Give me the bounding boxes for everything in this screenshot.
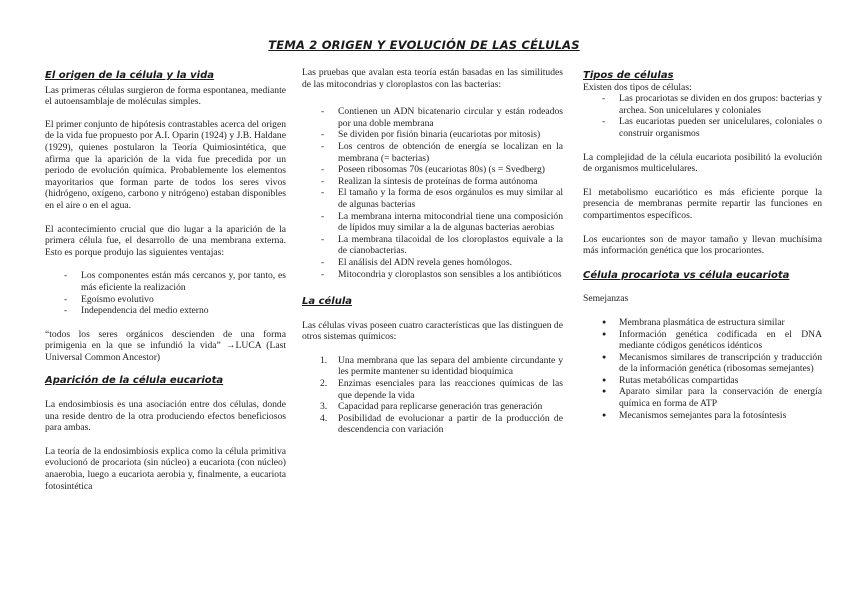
tipos-list [619,93,822,139]
list-item: - Las procariotas se dividen en dos grupos: bacterias y archea. Son unicelulares y coloniales [619,93,822,116]
list-item: - Poseen ribosomas 70s (eucariotas 80s) (s = Svedberg) [338,164,563,176]
list-item: ● Aparato similar para la conservación de energía química en forma de ATP [619,386,822,409]
list-item: ● Rutas metabólicas compartidas [619,375,822,387]
heading-origen: El origen de la célula y la vida [45,70,215,81]
semejanzas-list [619,317,822,421]
heading-tipos: Tipos de células [583,70,674,81]
list-item: - Los componentes están más cercanos y, por tanto, es más eficiente la realización [81,270,286,293]
list-item: - Independencia del medio externo [81,305,286,317]
list-item: - Egoísmo evolutivo [81,294,286,306]
paragraph: El primer conjunto de hipótesis contrastables acerca del origen de la vida fue propuesto por A.I. Oparin (1924) y J.B. Haldane (1929), quienes postularon la Teoría Quimiosintética, que afirma que la aparición de la vida fue precedida por un periodo de evolución química. Probablemente los elementos mayoritarios que forman parte de todos los seres vivos (hidrógeno, oxígeno, carbono y nitrógeno) estaban disponibles en el aire o en el agua. [45,118,286,211]
list-item: - La membrana interna mitocondrial tiene una composición de lípidos muy similar a la de algunas bacterias aerobias [338,211,563,234]
caracteristicas-list [320,354,563,436]
list-item: 3. Capacidad para replicarse generación tras generación [320,401,543,413]
heading-comparacion: Célula procariota vs célula eucariota [583,269,790,281]
list-item: 2. Enzimas esenciales para las reacciones químicas de las que depende la vida [320,378,563,401]
list-item: ● Mecanismos similares de transcripción y traducción de la información genética (ribosomas semejantes) [619,352,822,375]
list-item: - Realizan la síntesis de proteínas de forma autónoma [338,176,563,188]
column-3 [583,70,822,421]
paragraph: El metabolismo eucariótico es más eficiente porque la presencia de membranas permite repartir las funciones en compartimentos específicos. [583,186,822,221]
list-item: - El tamaño y la forma de esos orgánulos es muy similar al de algunas bacterias [338,187,563,210]
ventajas-list [81,270,286,316]
column-2 [302,67,563,436]
paragraph: Las primeras células surgieron de forma espontanea, mediante el autoensamblaje de moléculas simples. [45,84,286,108]
list-item: - El análisis del ADN revela genes homólogos. [338,257,563,269]
paragraph: La teoría de la endosimbiosis explica como la célula primitiva evolucionó de procariota (sin núcleo) a eucariota (con núcleo) anaerobia, luego a eucariota aerobia y, finalmente, a eucariota fotosintética [45,445,286,492]
pruebas-list [338,106,563,280]
paragraph: La endosimbiosis es una asociación entre dos células, donde una reside dentro de la otra produciendo efectos beneficiosos para ambas. [45,399,286,434]
list-item: - Los centros de obtención de energía se localizan en la membrana (= bacterias) [338,141,563,164]
list-item: ● Información genética codificada en el DNA mediante códigos genéticos idénticos [619,329,822,352]
quote: “todos los seres orgánicos descienden de una forma primigenia en la que se infundió la vida” →LUCA (Last Universal Common Ancestor) [45,328,286,363]
heading-aparicion: Aparición de la célula eucariota [45,375,224,387]
list-item: - Mitocondria y cloroplastos son sensibles a los antibióticos [338,269,563,281]
list-item: - Las eucariotas pueden ser unicelulares, coloniales o construir organismos [619,116,822,139]
paragraph: Las células vivas poseen cuatro características que las distinguen de otros sistemas químicos: [302,319,563,343]
list-item: ● Membrana plasmática de estructura similar [619,317,822,329]
paragraph: Existen dos tipos de células: [583,81,692,93]
paragraph: Las pruebas que avalan esta teoría están basadas en las similitudes de las mitocondrias y cloroplastos con las bacterias: [302,67,563,90]
paragraph: El acontecimiento crucial que dio lugar a la aparición de la primera célula fue, el desarrollo de una membrana externa. Esto es porque produjo las siguientes ventajas: [45,223,286,258]
semejanzas-label: Semejanzas [583,293,629,305]
list-item: 4. Posibilidad de evolucionar a partir de la producción de descendencia con variación [320,412,563,436]
list-item: 1. Una membrana que las separa del ambiente circundante y les permite mantener su identidad bioquímica [320,354,563,378]
list-item: ● Mecanismos semejantes para la fotosíntesis [619,410,822,422]
column-1 [45,70,286,492]
list-item: - Se dividen por fisión binaria (eucariotas por mitosis) [338,129,563,141]
page-title: TEMA 2 ORIGEN Y EVOLUCIÓN DE LAS CÉLULAS [268,38,580,52]
paragraph: La complejidad de la célula eucariota posibilitó la evolución de organismos multicelulares. [583,151,822,175]
heading-celula: La célula [302,296,353,308]
paragraph: Los eucariontes son de mayor tamaño y llevan muchísima más información genética que los procariontes. [583,233,822,257]
list-item: - Contienen un ADN bicatenario circular y están rodeados por una doble membrana [338,106,563,129]
list-item: - La membrana tilacoidal de los cloroplastos equivale a la de cianobacterias. [338,234,563,257]
